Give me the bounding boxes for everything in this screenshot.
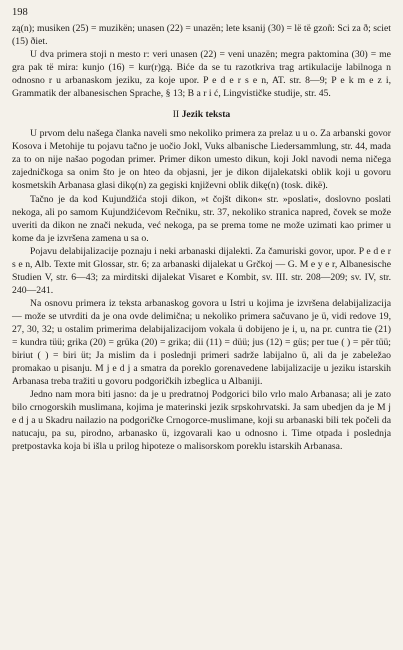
paragraph-istrian-examples: Na osnovu primera iz teksta arbanaskog govora u Istri u kojima je izvršena delabijalizacija — može se utvrditi da je ona ovde delimična; u nekoliko primera sačuvano je ü, vidi redove 19, 27, 30, 32; u ostalim primerima delabijalizacijom vokala ü dobijeno je i, u, na pr. cuntra tie (21) = kundra tüü; grika (20) = grüka (20) = grika; dii (11) = düü; jus (12) = güs; per tue ( ) = për tüü; biriut ( ) = biri üt; Ja mislim da i poslednji primeri sadrže labijalno ü, ali da je zabeležao promakao u pisanju. M j e d j a smatra da poreklo gorenavedene labijalizacije u jeziku istarskih Arbanasa treba tražiti u govoru podgoričkih izbeglica u Albaniji. bbox=[12, 297, 391, 388]
page-number: 198 bbox=[12, 7, 28, 18]
paragraph-continuation: zą(n); musiken (25) = muzikën; unasen (22) = unazën; lete ksanij (30) = lë të gzoñ: Sci za ð; sciet (15) ðiet. bbox=[12, 23, 391, 48]
paragraph-podgorica: Jedno nam mora biti jasno: da je u predratnoj Podgorici bilo vrlo malo Arbanasa; ali je zato bilo crnogorskih muslimana, kojima je materinski jezik srpskohrvatski. Ja sam ubedjen da je M j e d j a u Skadru nailazio na podgoričke Crnogorce-muslimane, koji su arbanaski bili tek počeli da natucaju, pa su, pirodno, arbanasko ü, izgovarali kao u odnosno i. Time otpada i poslednja pretpostavka koja bi išla u prilog hipoteze o malisorskom poreklu istarskih Arbanasa. bbox=[12, 389, 391, 453]
paragraph-delabialization-dialects: Pojavu delabijalizacije poznaju i neki arbanaski dijalekti. Za čamuriski govor, upor. P e d e r s e n, Alb. Texte mit Glossar, str. 6; za arbanaski dijalekat u Grčkoj — G. M e y e r, Albanesische Studien V, str. 6—43; za mirditski dijalekat Visaret e Kombit, sv. III. str. 208—209; sv. IV, str. 240—241. bbox=[12, 245, 391, 296]
section-numeral: II bbox=[172, 109, 180, 121]
paragraph-kujundzic: Tačno je da kod Kujundžića stoji dikon, »t čojšt dikon« str. »poslati«, doslovno poslati nekoga, ali po samom Kujundžićevom Rečniku, str. 37, nekoliko stranica napred, čovek se može uveriti da dikon ne znači nekuda, već nekoga, pa se prema tome ne može uzimati kao primer u kome da je izvršena zamena u sa o. bbox=[12, 193, 391, 244]
paragraph-u-to-o: U prvom delu našega članka naveli smo nekoliko primera za prelaz u u o. Za arbanski govor Kosova i Metohije tu pojavu tačno je uočio Jokl, Vuks albanische Liedersammlung, str. 44, mada za to on nije našao pogodan primer. Primer dikon umesto dikun, koji Jokl navodi nema ničega zajedničkoga sa onim što je on hteo da objasni, jer je dikon dijalekatski oblik koji u govoru kosmetskih Arbanasa glasi dikǫ(n) za gegiski književni oblik dikę(n) (tosk. dikë). bbox=[12, 128, 391, 192]
paragraph-n-r-articulation: U dva primera stoji n mesto r: veri unasen (22) = veni unazën; megra paktomina (30) = me gra pak të mira: kunjo (16) = kur(r)gą. Biće da se tu razotkriva trag artikulacije labilnoga n odnosno r u arbanaskom jeziku, za koje upor. P e d e r s e n, AT. str. 8—9; P e k m e z i, Grammatik der albanesischen Sprache, § 13; B a r i ć, Lingvističke studije, str. 45. bbox=[12, 49, 391, 100]
section-title: Jezik teksta bbox=[181, 109, 231, 121]
section-heading bbox=[12, 108, 391, 121]
